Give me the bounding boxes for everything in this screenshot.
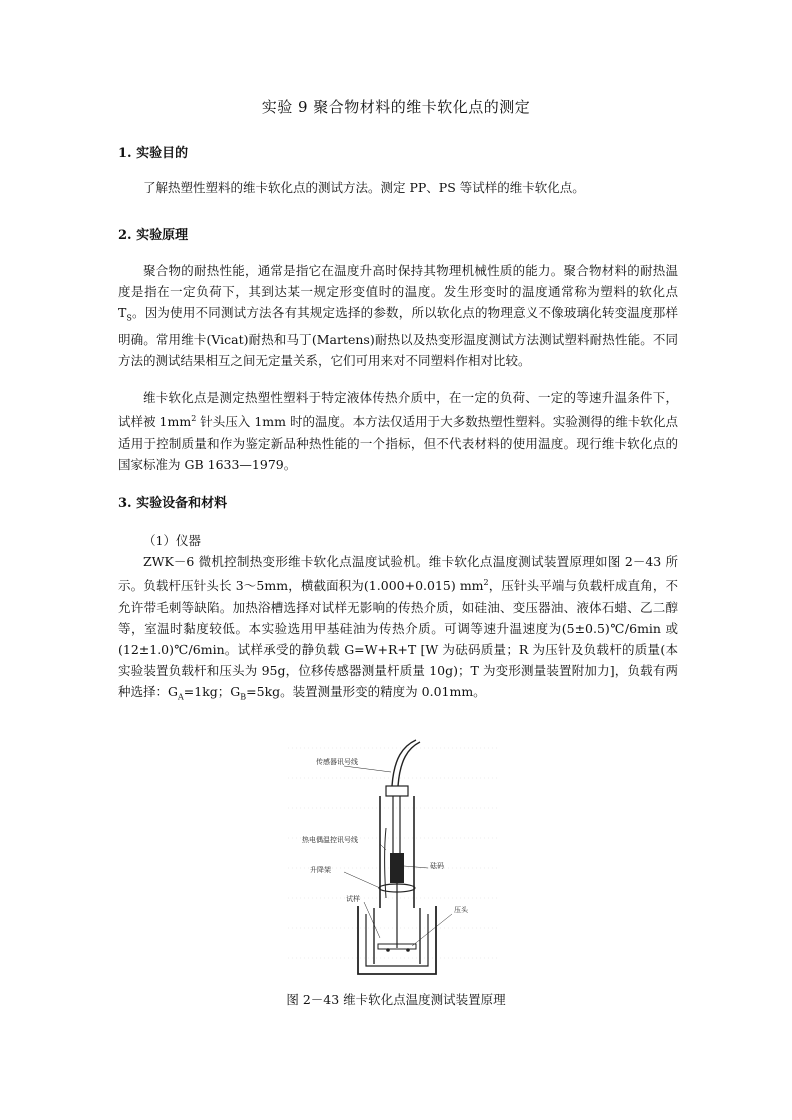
section-3-paragraph-1: ZWK－6 微机控制热变形维卡软化点温度试验机。维卡软化点温度测试装置原理如图 2－43 所示。负载杆压针头长 3～5mm，横截面积为(1.000+0.015) $mm^2$，压针头平端与负载杆成直角，不允许带毛刺等缺陷。加热浴槽选择对试样无影响的传热介质，如硅油、变压器油、液体石蜡、乙二醇等，室温时黏度较低。本实验选用甲基硅油为传热介质。可调等速升温速度为(5±0.5)℃/6min 或(12±1.0)℃/6min。试样承受的静负载 G=W+R+T [W 为砝码质量；R 为压针及负载杆的质量(本实验装置负载杆和压头为 95g，位移传感器测量杆质量 10g)；T 为变形测量装置附加力]，负载有两种选择：$G_A=1kg$；$G_B=5kg$。装置测量形变的精度为 0.01mm。: [118, 554, 678, 702]
vicat-apparatus-figure: [288, 738, 498, 978]
leader-sensor: [344, 766, 391, 772]
section-2-paragraph-2: 维卡软化点是测定热塑性塑料于特定液体传热介质中，在一定的负荷、一定的等速升温条件下，试样被 $1mm^2$ 针头压入 1mm 时的温度。本方法仅适用于大多数热塑性塑料。实验测得的维卡软化点适用于控制质量和作为鉴定新品种热性能的一个指标，但不代表材料的使用温度。现行维卡软化点的国家标准为 GB 1633—1979。: [118, 390, 678, 472]
label-thermocouple: 热电偶温控讯号线: [302, 836, 358, 844]
leader-lift: [344, 872, 380, 888]
section-1-text: 了解热塑性塑料的维卡软化点的测试方法。测定 PP、PS 等试样的维卡软化点。: [143, 180, 585, 195]
sensor-cable-2: [398, 742, 420, 786]
label-sensor: 传感器讯号线: [316, 758, 358, 766]
figure-caption: 图 2－43 维卡软化点温度测试装置原理: [286, 992, 506, 1007]
thermocouple-wire: [385, 828, 387, 898]
apparatus-diagram: [288, 738, 498, 978]
section-2-paragraph-1: 聚合物的耐热性能，通常是指它在温度升高时保持其物理机械性质的能力。聚合物材料的耐热温度是指在一定负荷下，其到达某一规定形变值时的温度。发生形变时的温度通常称为塑料的软化点 $T_S$。因为使用不同测试方法各有其规定选择的参数，所以软化点的物理意义不像玻璃化转变温度那样明确。常用维卡(Vicat)耐热和马丁(Martens)耐热以及热变形温度测试方法测试塑料耐热性能。不同方法的测试结果相互之间无定量关系，它们可用来对不同塑料作相对比较。: [118, 263, 678, 369]
leader-head: [412, 914, 452, 946]
weight-block: [390, 853, 404, 883]
section-3-subheading: （1）仪器: [143, 533, 201, 548]
page-title: 实验 9 聚合物材料的维卡软化点的测定: [261, 98, 531, 116]
label-weight: 砝码: [430, 862, 444, 870]
needle-tip-2: [406, 948, 410, 952]
top-clamp: [386, 786, 408, 796]
section-3-heading: 3. 实验设备和材料: [118, 496, 228, 511]
label-sample: 试样: [346, 895, 360, 903]
section-2-heading: 2. 实验原理: [118, 228, 189, 243]
label-lift: 升降架: [310, 866, 331, 874]
section-1-heading: 1. 实验目的: [118, 146, 189, 161]
needle-tip: [386, 948, 390, 952]
label-head: 压头: [454, 906, 468, 914]
leader-weight: [404, 866, 428, 868]
